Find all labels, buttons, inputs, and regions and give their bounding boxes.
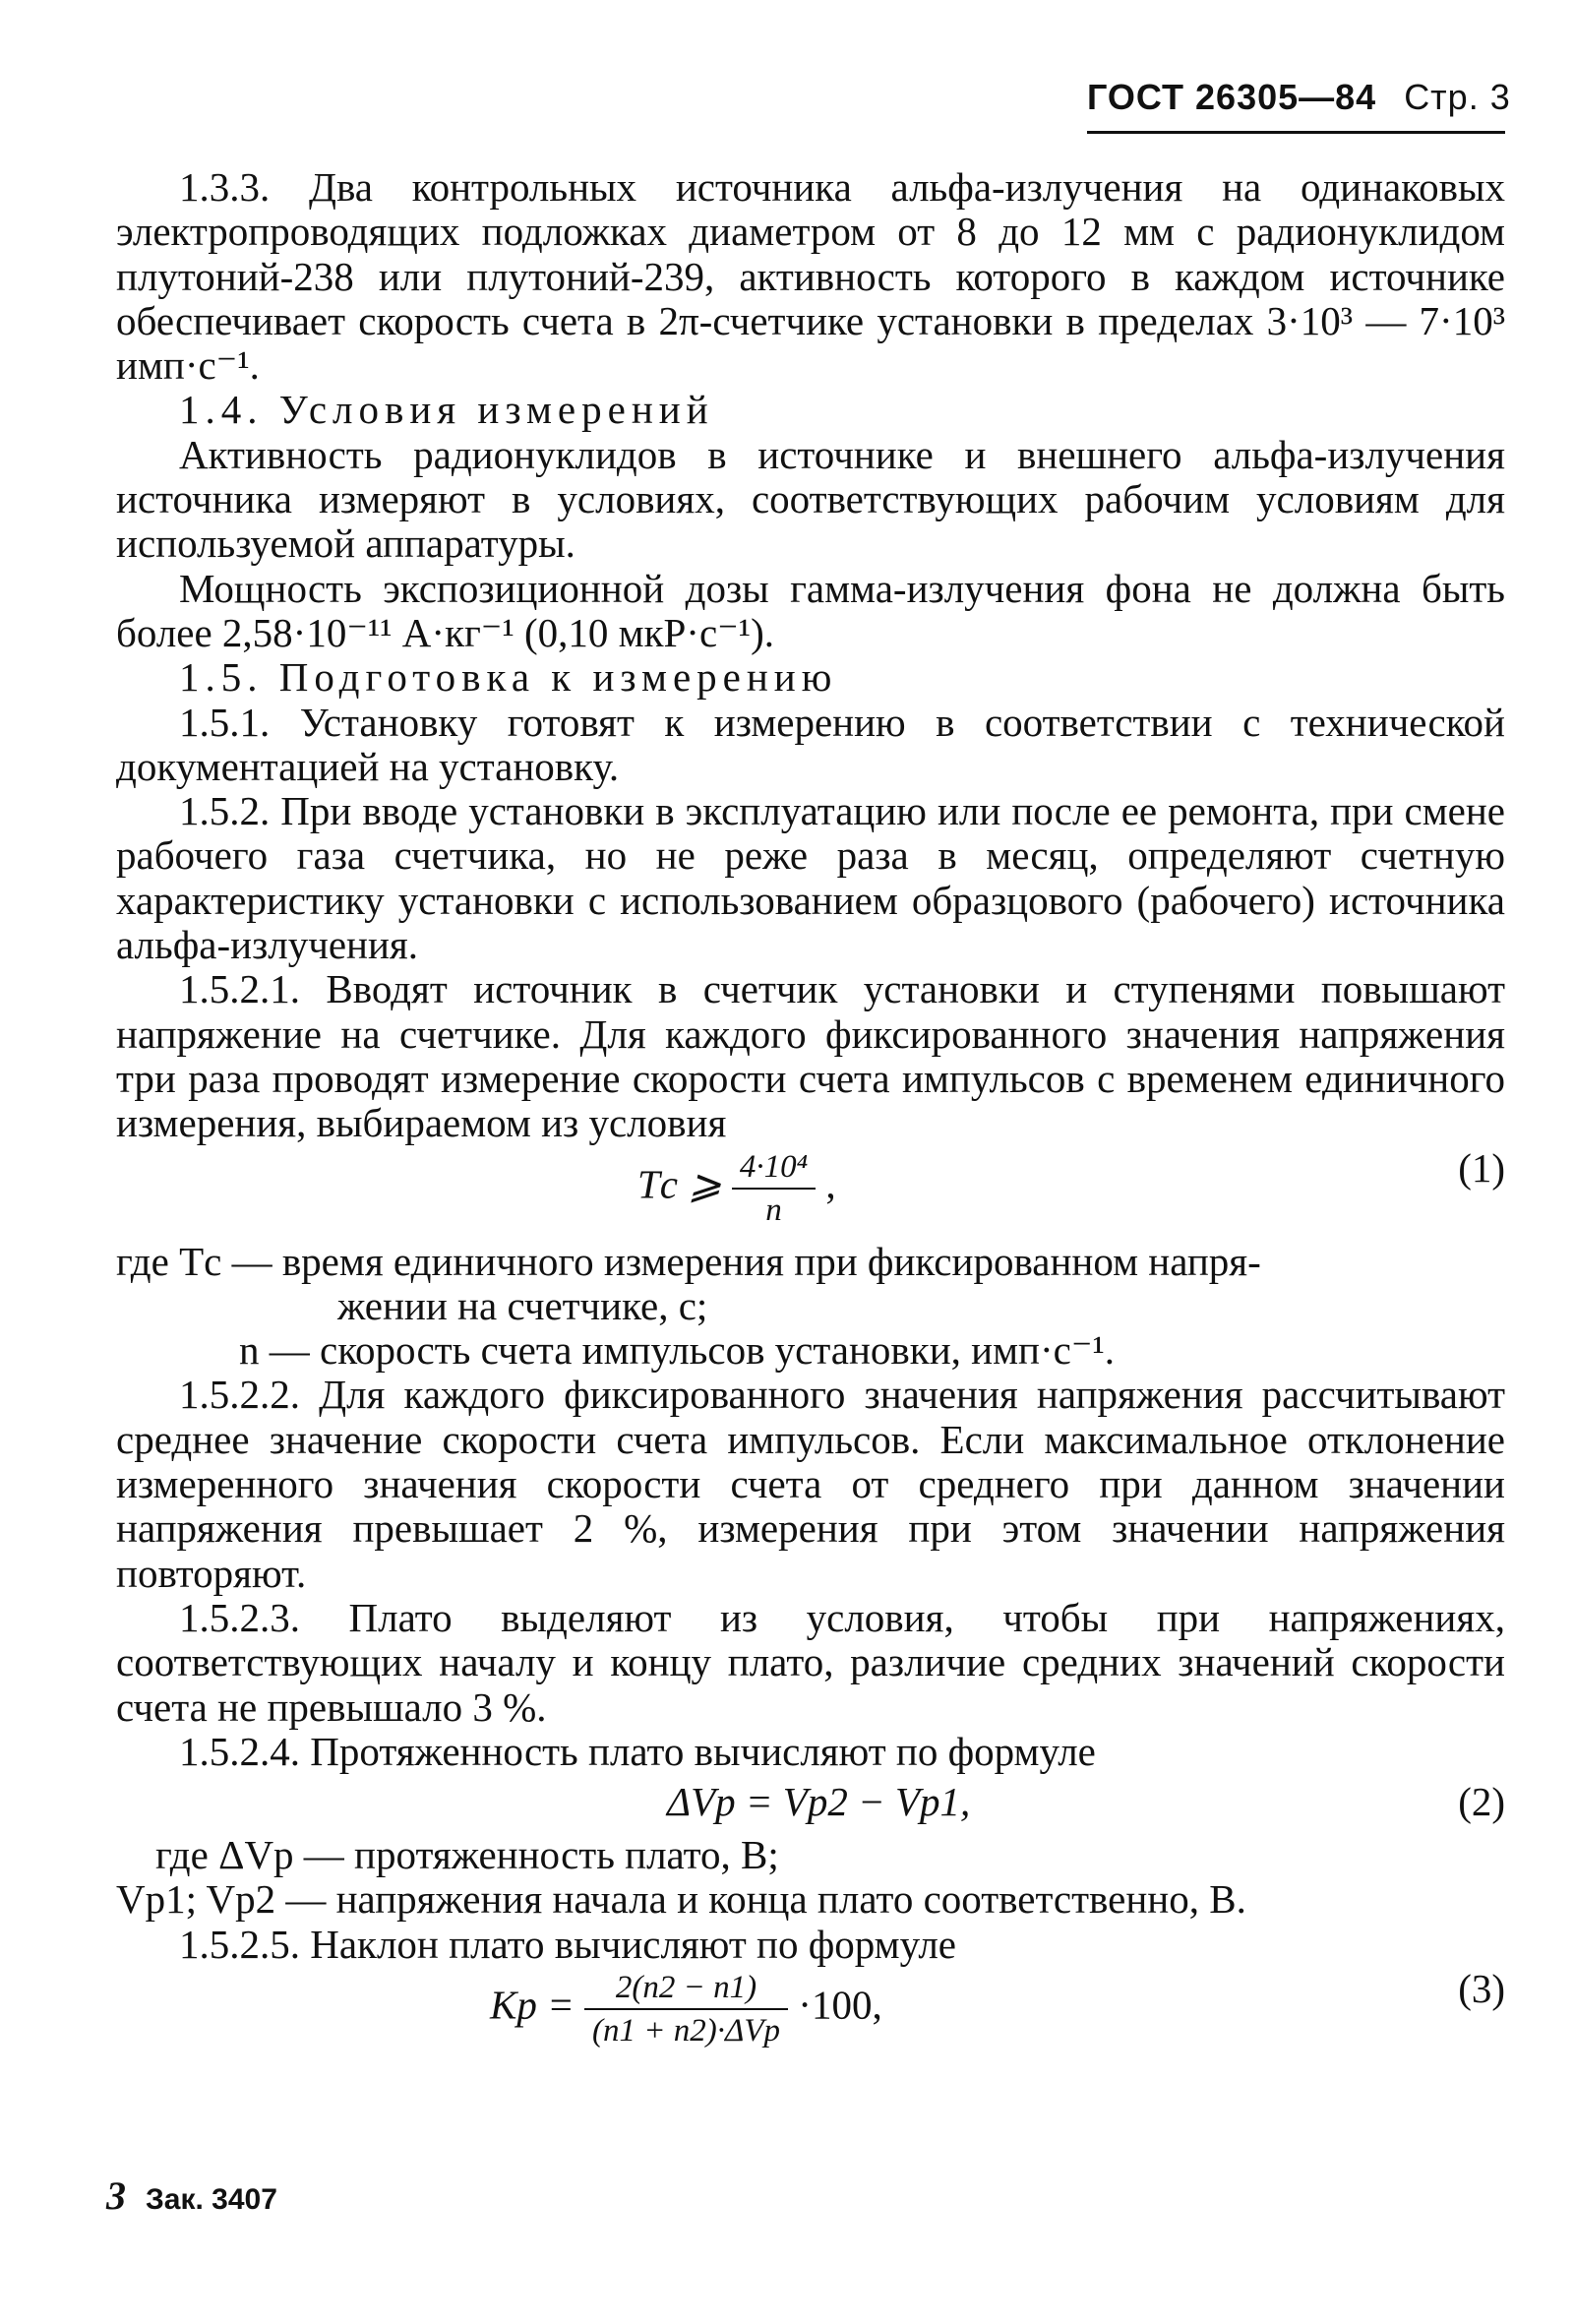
legend-2 xyxy=(116,1833,1505,1923)
running-header xyxy=(1087,77,1511,118)
formula-1-tail: , xyxy=(825,1160,836,1206)
header-rule xyxy=(1087,131,1505,134)
formula-3-number: (3) xyxy=(1458,1965,1505,2011)
formula-1-fraction xyxy=(732,1146,816,1231)
legend-1-line-3: n — скорость счета импульсов установки, имп·с⁻¹. xyxy=(239,1327,1116,1374)
paragraph-1-5-2-1: 1.5.2.1. Вводят источник в счетчик установки и ступенями повышают напряжение на счетчике. Для каждого фиксированного значения напряжения три раза проводят измерение скорости счета импульсов с временем единичного измерения, выбираемом из условия xyxy=(116,966,1505,1146)
page-label: Стр. 3 xyxy=(1404,77,1511,117)
paragraph-1-5-1: 1.5.1. Установку готовят к измерению в соответствии с технической документацией на установку. xyxy=(116,699,1505,789)
paragraph-1-5-2: 1.5.2. При вводе установки в эксплуатацию или после ее ремонта, при смене рабочего газа счетчика, но не реже раза в месяц, определяют счетную характеристику установки с использованием образцового (рабочего) источника альфа-излучения. xyxy=(116,788,1505,968)
formula-3-numerator: 2(n2 − n1) xyxy=(584,1967,788,2010)
paragraph-1-5-2-5: 1.5.2.5. Наклон плато вычисляют по формуле xyxy=(179,1921,956,1967)
formula-3-tail: ·100, xyxy=(798,1982,882,2028)
paragraph-1-4-a: Активность радионуклидов в источнике и внешнего альфа-излучения источника измеряют в условиях, соответствующих рабочим условиям для используемой аппаратуры. xyxy=(116,431,1505,567)
formula-1-numerator: 4·10⁴ xyxy=(732,1146,816,1190)
formula-2-number: (2) xyxy=(1458,1779,1505,1825)
formula-2-expression: ΔVp = Vp2 − Vp1, xyxy=(667,1779,971,1825)
legend-2-line-1: где ΔVp — протяженность плато, В; xyxy=(155,1832,779,1878)
legend-1-line-1: где Tс — время единичного измерения при фиксированном напря- xyxy=(116,1238,1261,1284)
paragraph-1-5-2-2: 1.5.2.2. Для каждого фиксированного значения напряжения рассчитывают среднее значение скорости счета импульсов. Если максимальное отклонение измеренного значения скорости счета от среднего при данном значении напряжения превышает 2 %, измерения при этом значении напряжения повторяют. xyxy=(116,1372,1505,1596)
document-body xyxy=(116,165,1505,2060)
formula-1-number: (1) xyxy=(1458,1144,1505,1191)
legend-2-line-2: Vp1; Vp2 — напряжения начала и конца плато соответственно, В. xyxy=(116,1876,1246,1923)
standard-id: ГОСТ 26305—84 xyxy=(1087,77,1377,117)
paragraph-1-3-3: 1.3.3. Два контрольных источника альфа-излучения на одинаковых электропроводящих подложках диаметром от 8 до 12 мм с радионуклидом плутоний-238 или плутоний-239, активность которого в каждом источнике обеспечивает скорость счета в 2π-счетчике установки в пределах 3·10³ — 7·10³ имп·с⁻¹. xyxy=(116,164,1505,389)
paragraph-1-5-2-4: 1.5.2.4. Протяженность плато вычисляют по формуле xyxy=(179,1728,1096,1774)
formula-2 xyxy=(116,1774,1505,1833)
legend-1 xyxy=(116,1240,1505,1374)
formula-3-denominator: (n1 + n2)·ΔVp xyxy=(592,2012,781,2049)
legend-1-line-2: жении на счетчике, с; xyxy=(337,1282,708,1328)
heading-1-5: 1.5. Подготовка к измерению xyxy=(179,654,838,701)
heading-1-4: 1.4. Условия измерений xyxy=(179,387,714,433)
footer xyxy=(106,2172,277,2219)
formula-3 xyxy=(116,1967,1505,2060)
formula-1 xyxy=(116,1146,1505,1240)
formula-1-lhs: Tс ⩾ xyxy=(637,1160,722,1206)
footer-page-number: 3 xyxy=(106,2173,126,2218)
footer-order-number: Зак. 3407 xyxy=(146,2183,277,2216)
formula-3-fraction xyxy=(584,1967,788,2051)
formula-1-denominator: n xyxy=(765,1192,782,1228)
paragraph-1-5-2-3: 1.5.2.3. Плато выделяют из условия, чтобы при напряжениях, соответствующих началу и концу плато, различие средних значений скорости счета не превышало 3 %. xyxy=(116,1594,1505,1730)
formula-3-lhs: Kp = xyxy=(490,1982,575,2028)
paragraph-1-4-b: Мощность экспозиционной дозы гамма-излучения фона не должна быть более 2,58·10⁻¹¹ А·кг⁻¹ (0,10 мкР·с⁻¹). xyxy=(116,565,1505,655)
